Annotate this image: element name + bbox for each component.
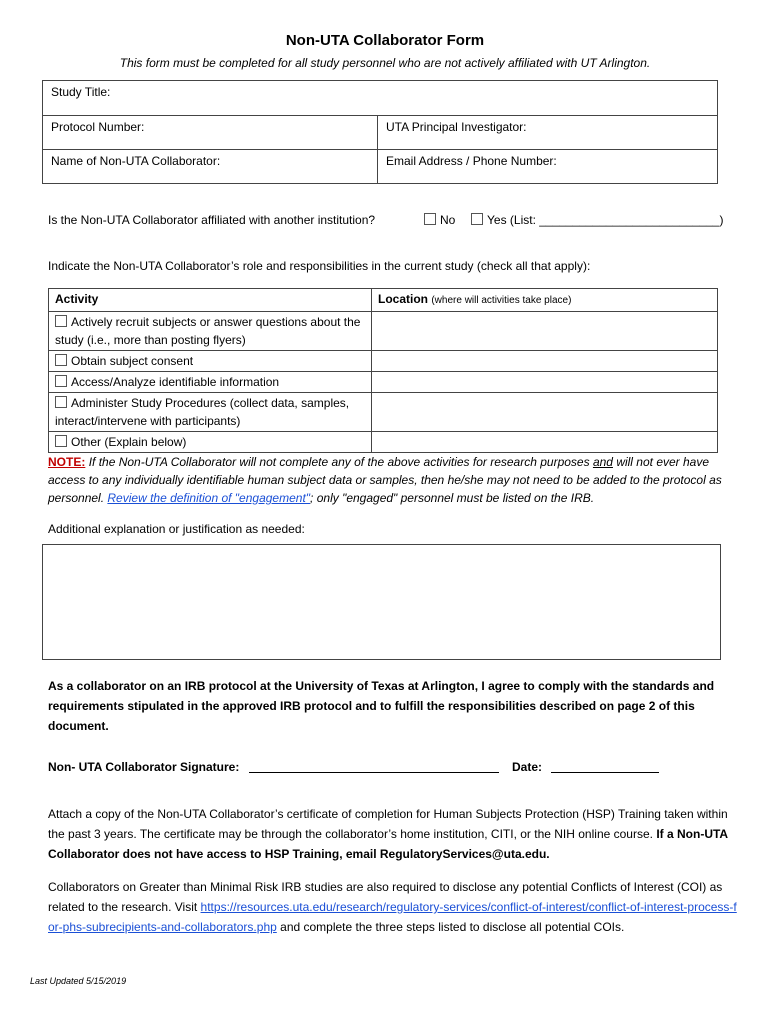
note-paragraph: NOTE: If the Non-UTA Collaborator will not complete any of the above activities for research purposes and will not ever have access to any individually identifiable human subject data or samples, then he/she may not need to be added to the protocol as personnel. Review the definition of "engagement"; only "engaged" personnel must be listed on the IRB. [48, 455, 722, 505]
hsp-training-paragraph: Attach a copy of the Non-UTA Collaborator’s certificate of completion for Human Subjects Protection (HSP) Training taken within the past 3 years. The certificate may be through the collaborator’s home institution, CITI, or the NIH online course. If a Non-UTA Collaborator does not have access to HSP Training, email RegulatoryServices@uta.edu. [48, 807, 728, 861]
study-title-field[interactable] [43, 81, 718, 116]
note-and: and [592, 455, 613, 469]
activity-row[interactable]: Other (Explain below) [49, 432, 372, 453]
activity-row[interactable]: Obtain subject consent [49, 351, 372, 372]
last-updated: Last Updated 5/15/2019 [30, 976, 127, 986]
affiliation-question: Is the Non-UTA Collaborator affiliated with another institution? [48, 213, 376, 227]
location-note: (where will activities take place) [431, 295, 572, 306]
collaborator-name-label: Name of Non-UTA Collaborator: [51, 154, 221, 168]
signature-label: Non- UTA Collaborator Signature: [48, 760, 240, 774]
location-cell[interactable] [372, 312, 718, 351]
signature-line[interactable] [249, 772, 499, 773]
activity-row[interactable]: Administer Study Procedures (collect data, samples, interact/intervene with participants) [49, 393, 372, 432]
protocol-number-label: Protocol Number: [51, 120, 145, 134]
affiliation-question-row [48, 213, 738, 229]
indicate-instructions: Indicate the Non-UTA Collaborator’s role and responsibilities in the current study (check all that apply): [48, 259, 591, 273]
activity-checkbox[interactable] [55, 396, 67, 408]
coi-paragraph: Collaborators on Greater than Minimal Risk IRB studies are also required to disclose any potential Conflicts of Interest (COI) as related to the research. Visit https://resources.uta.edu/research/regulatory-services/conflict-of-interest/conflict-of-interest-process-for-phs-subrecipients-and-collaborators.php and complete the three steps listed to disclose all potential COIs. [48, 880, 737, 934]
page-title: Non-UTA Collaborator Form [285, 32, 485, 49]
signature-row [48, 760, 659, 774]
activity-checkbox[interactable] [55, 435, 67, 447]
location-cell[interactable] [372, 351, 718, 372]
location-header: Location (where will activities take place) [372, 289, 718, 312]
activity-row[interactable]: Access/Analyze identifiable information [49, 372, 372, 393]
email-phone-label: Email Address / Phone Number: [386, 154, 557, 168]
affiliation-yes-option[interactable] [471, 213, 723, 227]
note-label: NOTE: [48, 455, 86, 469]
affiliation-no-option[interactable] [424, 213, 455, 227]
no-label: No [440, 213, 456, 227]
agreement-statement: As a collaborator on an IRB protocol at the University of Texas at Arlington, I agree to comply with the standards and requirements stipulated in the approved IRB protocol and to fulfill the responsibilities described on page 2 of this document. [48, 679, 715, 733]
activity-header: Activity [49, 289, 372, 312]
no-checkbox[interactable] [424, 213, 436, 225]
additional-explanation-label: Additional explanation or justification as needed: [48, 522, 305, 536]
activity-checkbox[interactable] [55, 375, 67, 387]
coi-link[interactable]: https://resources.uta.edu/research/regulatory-services/conflict-of-interest/conflict-of-interest-process-for-phs-subrecipients-and-collaborators.php [48, 900, 737, 934]
uta-pi-label: UTA Principal Investigator: [386, 120, 527, 134]
protocol-number-field[interactable] [43, 116, 378, 150]
date-label: Date: [512, 760, 543, 774]
study-title-label: Study Title: [51, 85, 111, 99]
activity-row[interactable]: Actively recruit subjects or answer questions about the study (i.e., more than posting flyers) [49, 312, 372, 351]
additional-explanation-input[interactable] [42, 544, 721, 660]
activity-checkbox[interactable] [55, 315, 67, 327]
collaborator-name-field[interactable] [43, 150, 378, 184]
yes-checkbox[interactable] [471, 213, 483, 225]
date-line[interactable] [551, 772, 659, 773]
engagement-definition-link[interactable]: Review the definition of "engagement" [107, 491, 311, 505]
uta-pi-field[interactable] [378, 116, 718, 150]
yes-label: Yes (List: ___________________________) [487, 213, 724, 227]
activity-table [48, 288, 718, 453]
hsp-email-notice: If a Non-UTA Collaborator does not have access to HSP Training, email RegulatoryServices@uta.edu. [48, 827, 728, 861]
study-info-table [42, 80, 718, 184]
location-cell[interactable] [372, 372, 718, 393]
location-cell[interactable] [372, 432, 718, 453]
email-phone-field[interactable] [378, 150, 718, 184]
activity-checkbox[interactable] [55, 354, 67, 366]
location-cell[interactable] [372, 393, 718, 432]
form-subtitle: This form must be completed for all study personnel who are not actively affiliated with UT Arlington. [119, 56, 651, 70]
